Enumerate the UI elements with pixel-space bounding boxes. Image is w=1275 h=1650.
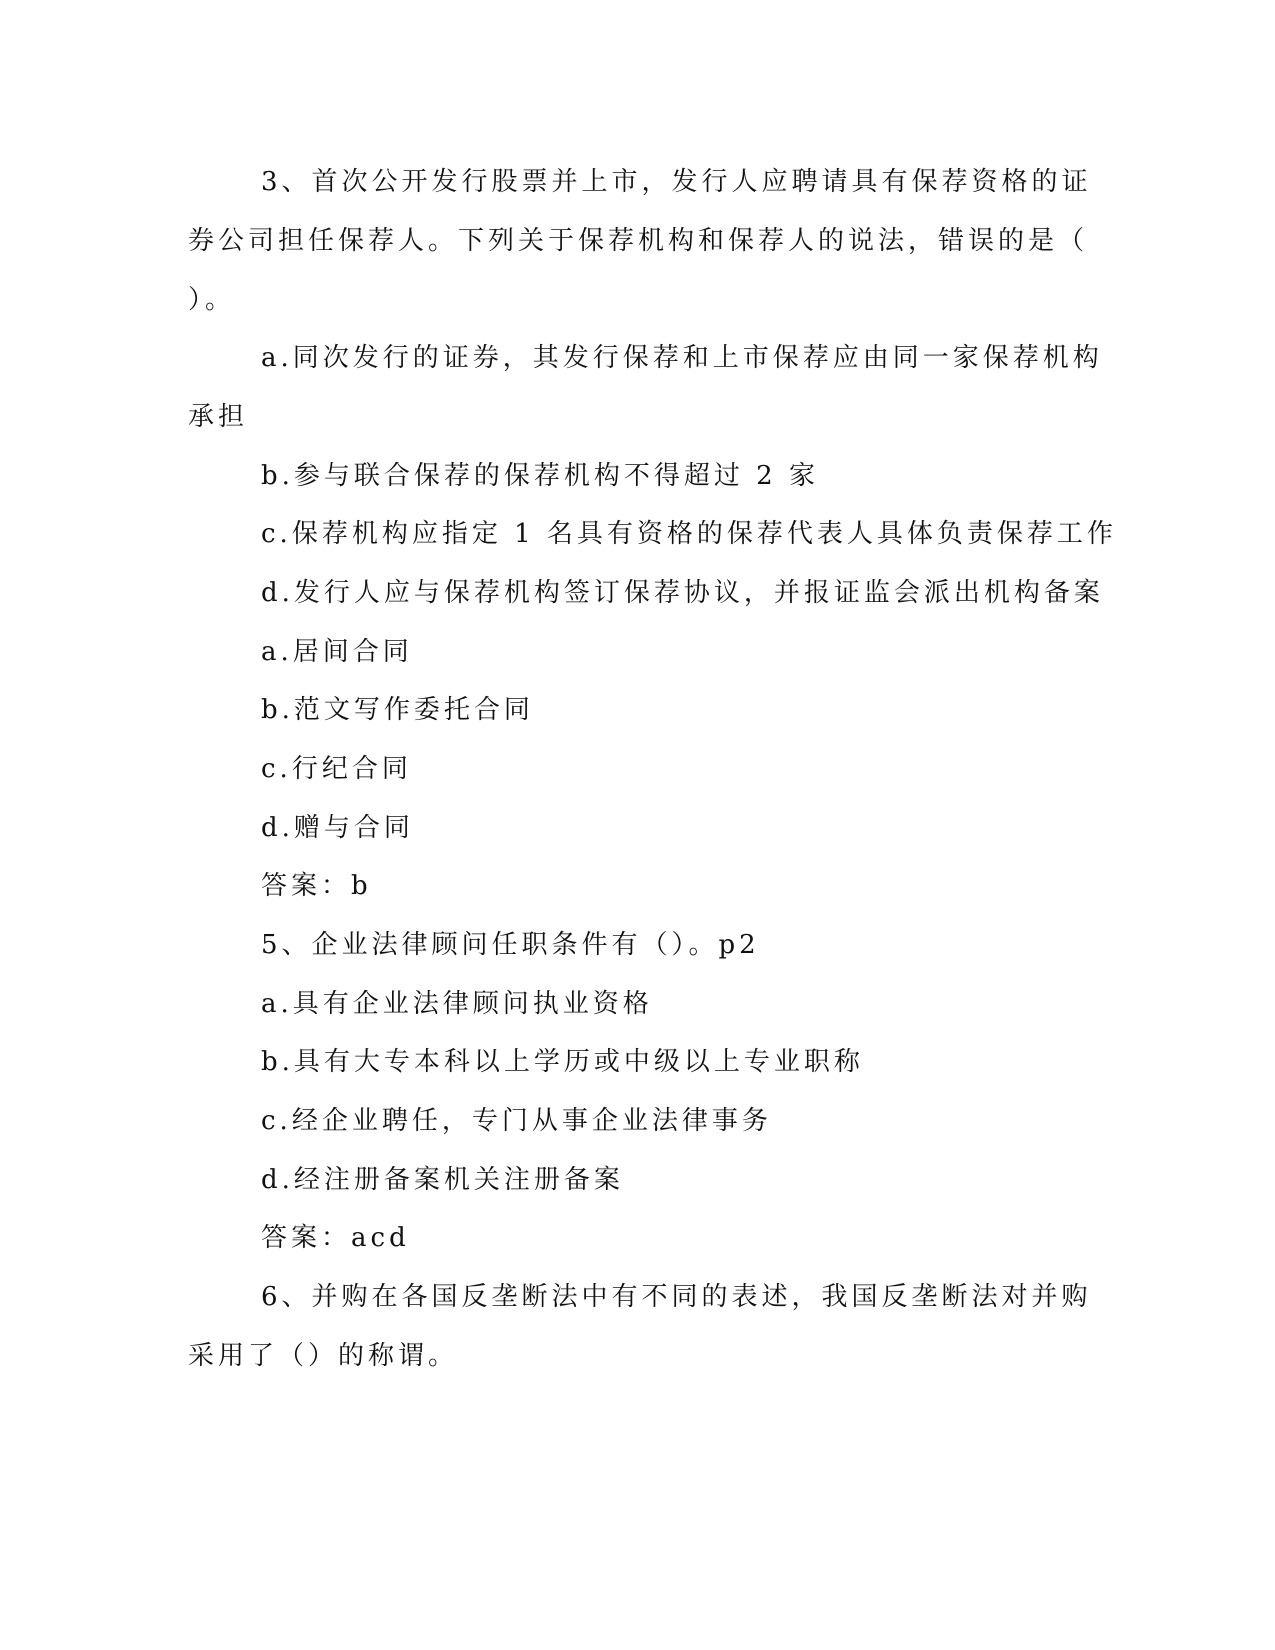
question-4-option-a: a.居间合同 bbox=[261, 637, 413, 667]
question-5-stem: 5、企业法律顾问任职条件有（）。p2 bbox=[261, 930, 760, 960]
question-3-option-a-line-2: 承担 bbox=[188, 402, 249, 432]
question-3-stem-line-1: 3、首次公开发行股票并上市，发行人应聘请具有保荐资格的证 bbox=[261, 167, 1092, 197]
question-4-option-b: b.范文写作委托合同 bbox=[261, 695, 534, 725]
question-4-option-c: c.行纪合同 bbox=[261, 754, 412, 784]
question-6-stem-line-1: 6、并购在各国反垄断法中有不同的表述，我国反垄断法对并购 bbox=[261, 1282, 1092, 1312]
question-4-option-d: d.赠与合同 bbox=[261, 813, 414, 843]
question-3-stem-line-2: 券公司担任保荐人。下列关于保荐机构和保荐人的说法，错误的是（ bbox=[188, 226, 1089, 256]
question-5-option-a: a.具有企业法律顾问执业资格 bbox=[261, 989, 653, 1019]
question-3-stem-line-3: ）。 bbox=[188, 285, 236, 315]
question-5-option-d: d.经注册备案机关注册备案 bbox=[261, 1165, 624, 1195]
question-3-option-c: c.保荐机构应指定 1 名具有资格的保荐代表人具体负责保荐工作 bbox=[261, 519, 1117, 549]
question-4-answer: 答案：b bbox=[261, 871, 372, 901]
question-6-stem-line-2: 采用了（）的称谓。 bbox=[188, 1341, 459, 1371]
question-3-option-b: b.参与联合保荐的保荐机构不得超过 2 家 bbox=[261, 461, 819, 491]
question-3-option-a-line-1: a.同次发行的证券，其发行保荐和上市保荐应由同一家保荐机构 bbox=[261, 343, 1103, 373]
question-5-option-c: c.经企业聘任，专门从事企业法律事务 bbox=[261, 1106, 772, 1136]
question-5-option-b: b.具有大专本科以上学历或中级以上专业职称 bbox=[261, 1047, 864, 1077]
question-5-answer: 答案：acd bbox=[261, 1223, 410, 1253]
question-3-option-d: d.发行人应与保荐机构签订保荐协议，并报证监会派出机构备案 bbox=[261, 578, 1104, 608]
